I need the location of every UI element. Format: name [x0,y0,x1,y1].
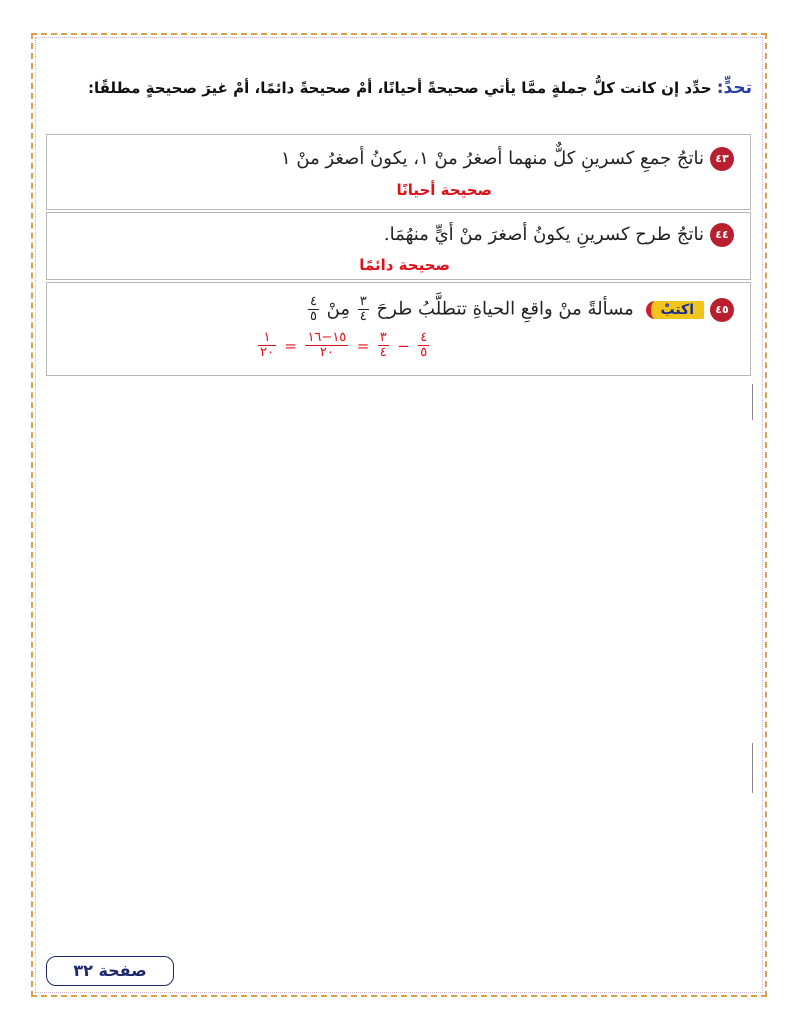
challenge-tag: تحدٍّ: [716,78,752,98]
equals-sign: = [356,336,370,355]
equation-fraction-four-fifths: $\frac{٤}{٥}$ [420,330,428,360]
equation-fraction-common: $\frac{١٥-١٦}{٢٠}$ [307,330,347,360]
question-number-badge: ٤٣ [710,147,734,171]
answer-equation-45 [256,331,431,360]
write-badge: اكتبْ [646,301,704,319]
fraction-four-fifths: $\frac{٤}{٥}$ [309,294,317,324]
challenge-instructions [60,75,752,101]
question-text: مسألةً منْ واقعِ الحياةِ تتطلَّبُ طرحَ [376,298,634,320]
question-44 [63,223,734,247]
question-box-43 [46,134,751,210]
equals-sign: = [284,336,297,355]
margin-line-top [752,384,753,420]
answer-44: صحيحة دائمًا [359,256,450,274]
fraction-three-quarters: $\frac{٣}{٤}$ [359,294,367,324]
minus-sign: − [397,336,410,355]
question-box-45 [46,282,751,376]
question-number-badge: ٤٤ [710,223,734,247]
equation-fraction-three-quarters: $\frac{٣}{٤}$ [379,330,387,360]
question-number-badge: ٤٥ [710,298,734,322]
question-box-44 [46,212,751,280]
question-text: ناتجُ طرح كسرينِ يكونُ أصغرَ منْ أيٍّ منهُمَا. [383,224,704,245]
answer-43: صحيحة أحيانًا [396,181,492,199]
question-45 [63,295,734,324]
challenge-text: حدِّد إن كانت كلُّ جملةٍ ممَّا يأتي صحيحةً أحيانًا، أمْ صحيحةً دائمًا، أمْ غيرَ صحيحةٍ مطلقًا: [87,79,717,97]
question-text: ناتجُ جمعِ كسرينِ كلٌّ منهما أصغرُ منْ ١، يكونُ أصغرُ منْ ١ [280,148,704,169]
page-number-tab: صفحة ٣٢ [46,956,174,986]
question-43 [63,147,734,171]
margin-line-bottom [752,743,753,793]
equation-fraction-result: $\frac{١}{٢٠}$ [260,330,274,360]
question-text-middle: مِنْ [326,298,350,320]
